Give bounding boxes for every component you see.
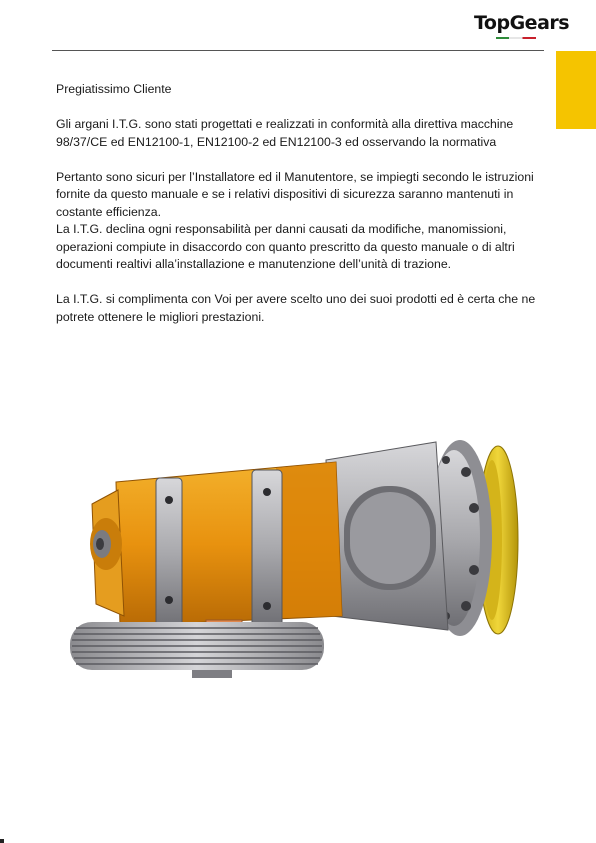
paragraph-safety: Pertanto sono sicuri per l’Installatore ed il Manutentore, se impiegti secondo le istruzioni fornite da questo manuale e se i relativi dispositivi di sicurezza saranno mantenuti in costante efficienza. [56, 169, 534, 219]
letter-body [56, 81, 556, 344]
section-tab [556, 51, 596, 129]
page-corner-mark [0, 839, 4, 843]
paragraph-conformity: Gli argani I.T.G. sono stati progettati e realizzati in conformità alla direttiva macchine 98/37/CE ed EN12100-1, EN12100-2 ed EN12100-3 ed osservando la normativa [56, 117, 514, 149]
salutation: Pregiatissimo Cliente [56, 82, 172, 96]
paragraph-closing: La I.T.G. si complimenta con Voi per avere scelto uno dei suoi prodotti ed è certa che ne potrete ottenere le migliori prestazioni. [56, 292, 536, 324]
brand-logo-stripe [496, 37, 536, 39]
brand-logo-text: TopGears [474, 12, 570, 34]
gear-motor-illustration [56, 420, 544, 690]
paragraph-liability: La I.T.G. declina ogni responsabilità per danni causati da modifiche, manomissioni, operazioni compiute in disaccordo con quanto prescritto da questo manuale o di altri documenti realtivi alla’installazione e manutenzione dell’unità di trazione. [56, 222, 515, 271]
header-divider [52, 50, 544, 51]
brand-logo [474, 12, 570, 40]
